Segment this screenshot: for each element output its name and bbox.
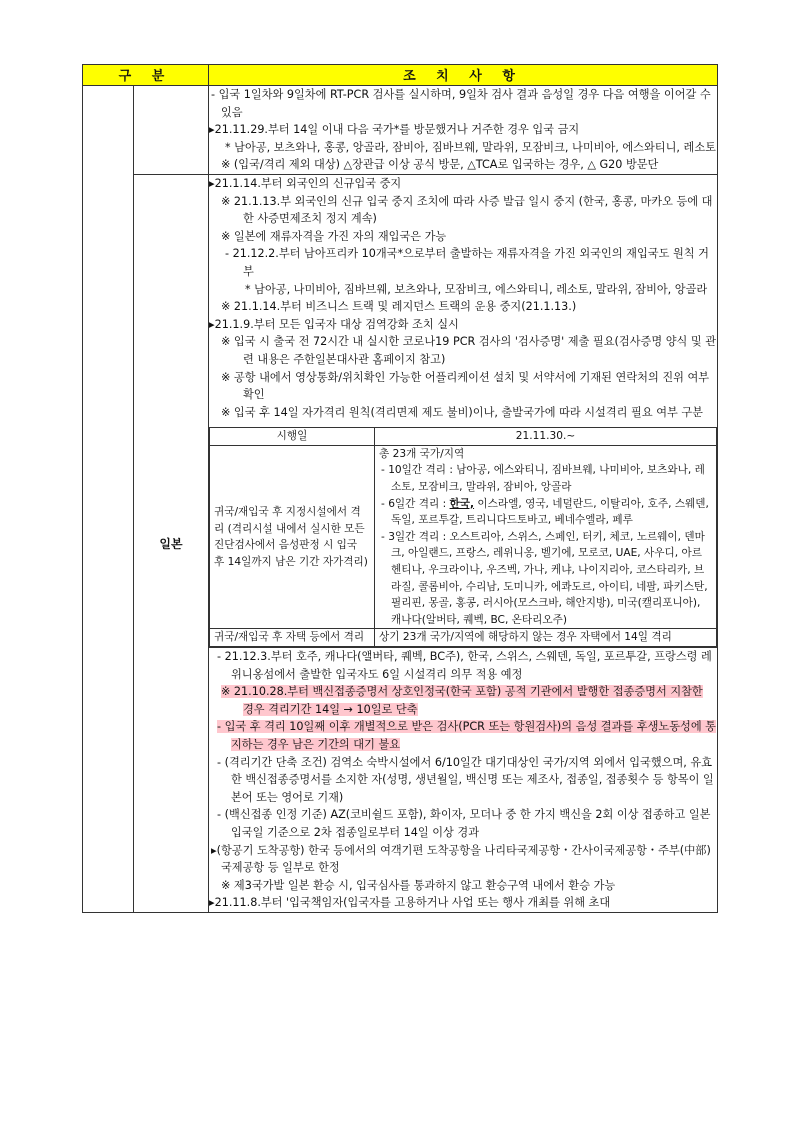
country-cell-top [134,86,209,175]
text-line: - 입국 1일차와 9일차에 RT-PCR 검사를 실시하며, 9일차 검사 결과 음성일 경우 다음 여행을 이어갈 수 있음 [211,88,711,119]
text-line: ▸(항공기 도착공항) 한국 등에서의 여객기편 도착공항을 나리타국제공항・간사이국제공항・주부(中部)국제공항 등 일부로 한정 [211,843,711,875]
text-line: ※ 입국 후 14일 자가격리 원칙(격리면제 제도 불비)이나, 출발국가에 따라 시설격리 필요 여부 구분 [221,405,703,419]
text-line: - 3일간 격리 : 오스트리아, 스위스, 스페인, 터키, 체코, 노르웨이, 덴마크, 아일랜드, 프랑스, 레위니옹, 벨기에, 모로코, UAE, 사우디, 아르헨티나, 우크라이나, 우즈벡, 가나, 케냐, 나이지리아, 코스타리카, 브라질, 콜롬비아, 수리남, 도미니카, 에콰도르, 아이티, 네팔, 파키스탄, 필리핀, 몽골, 홍콩, 러시아(모스크바, 해안지방), 미국(캘리포니아), 캐나다(알버타, 퀘벡, BC, 온타리오주) [381,530,708,626]
text-line: ※ 21.1.14.부터 비즈니스 트랙 및 레지던스 트랙의 운용 중지(21.1.13.) [221,300,577,314]
highlighted-text: - 입국 후 격리 10일째 이후 개별적으로 받은 검사(PCR 또는 항원검사)의 음성 결과를 후생노동성에 통지하는 경우 남은 기간의 대기 불요 [217,720,716,751]
table-row-japan [83,174,718,647]
text-line: - 10일간 격리 : 남아공, 에스와티니, 짐바브웨, 나미비아, 보츠와나, 레소토, 모잠비크, 말라위, 잠비아, 앙골라 [381,464,705,494]
text-line: ※ 입국 시 출국 전 72시간 내 실시한 코로나19 PCR 검사의 '검사증명' 제출 필요(검사증명 양식 및 관련 내용은 주한일본대사관 홈페이지 참고) [221,335,717,366]
header-category: 구 분 [83,65,209,86]
text-line: * 남아공, 나미비아, 짐바브웨, 보츠와나, 모잠비크, 에스와티니, 레소토, 말라위, 잠비아, 앙골라 [245,282,708,296]
text-line: 총 23개 국가/지역 [379,447,465,460]
after-block [209,648,718,913]
text-line: ※ 공항 내에서 영상통화/위치확인 가능한 어플리케이션 설치 및 서약서에 기재된 연락처의 진위 여부 확인 [221,370,710,402]
table-header [83,65,718,86]
text-line: - (백신접종 인정 기준) AZ(코비쉴드 포함), 화이자, 모더나 중 한 가지 백신을 2회 이상 접종하고 일본 입국일 기준으로 2차 접종일로부터 14일 이상 경과 [217,808,711,839]
text-line [379,496,712,529]
document-page [82,64,718,913]
text-line: ※ 일본에 재류자격을 가진 자의 재입국은 가능 [221,229,447,243]
facility-quarantine-details [375,445,717,629]
header-measures: 조 치 사 항 [209,65,718,86]
quarantine-row-home [210,629,717,647]
region-cell [83,86,134,913]
japan-block [209,174,718,647]
quarantine-table [209,427,717,647]
effective-date-value: 21.11.30.~ [375,428,717,446]
text-line [209,683,717,718]
table-row-top [83,86,718,175]
text-line: * 남아공, 보츠와나, 홍콩, 앙골라, 잠비아, 짐바브웨, 말라위, 모잠비크, 나미비아, 에스와티니, 레소토 [225,140,716,154]
text-line: ※ (입국/격리 제외 대상) △장관급 이상 공식 방문, △TCA로 입국하는 경우, △ G20 방문단 [221,158,659,172]
korea-highlight: 한국, [449,497,475,510]
text-line: - 21.12.2.부터 남아프리카 10개국*으로부터 출발하는 재류자격을 가진 외국인의 재입국도 원칙 거부 [225,247,709,278]
text-span: - 6일간 격리 : [381,497,450,510]
text-line: - (격리기간 단축 조건) 검역소 숙박시설에서 6/10일간 대기대상인 국가/지역 외에서 입국했으며, 유효한 백신접종증명서를 소지한 자(성명, 생년월일, 백신명 또는 제조사, 접종일, 접종횟수 등 항목이 일본어 또는 영어로 기재) [217,755,714,804]
text-line: ▸21.1.14.부터 외국인의 신규입국 중지 [209,176,402,190]
text-span: 이스라엘, 영국, 네덜란드, 이탈리아, 호주, 스웨덴, 독일, 포르투갈, 트리니다드토바고, 베네수엘라, 페루 [391,497,709,527]
text-line: ▸21.11.29.부터 14일 이내 다음 국가*를 방문했거나 거주한 경우 입국 금지 [209,123,580,137]
country-label: 일본 [134,174,209,912]
highlighted-text: ※ 21.10.28.부터 백신접종증명서 상호인정국(한국 포함) 공적 기관에서 발행한 접종증명서 지참한 경우 격리기간 14일 → 10일로 단축 [221,685,703,716]
text-line: ※ 제3국가발 일본 환승 시, 입국심사를 통과하지 않고 환승구역 내에서 환승 가능 [221,878,616,892]
home-quarantine-label: 귀국/재입국 후 자택 등에서 격리 [210,629,375,647]
effective-date-label: 시행일 [210,428,375,446]
measures-table [82,64,718,913]
top-block [209,86,718,175]
quarantine-row-facility [210,445,717,629]
text-line: - 21.12.3.부터 호주, 캐나다(앨버타, 퀘벡, BC주), 한국, 스위스, 스웨덴, 독일, 포르투갈, 프랑스령 레위니옹섬에서 출발한 입국자도 6일 시설격리 의무 적용 예정 [217,650,712,681]
text-line: ▸21.11.8.부터 '입국책임자(입국자를 고용하거나 사업 또는 행사 개최를 위해 초대 [209,896,611,910]
text-line: ▸21.1.9.부터 모든 입국자 대상 검역강화 조치 실시 [209,317,459,331]
quarantine-table-header [210,428,717,446]
text-line: ※ 21.1.13.부 외국인의 신규 입국 중지 조치에 따라 사증 발급 일시 중지 (한국, 홍콩, 마카오 등에 대한 사증면제조치 정지 계속) [221,194,713,226]
home-quarantine-details: 상기 23개 국가/지역에 해당하지 않는 경우 자택에서 14일 격리 [375,629,717,647]
text-line [209,718,717,753]
facility-quarantine-label: 귀국/재입국 후 지정시설에서 격리 (격리시설 내에서 실시한 모든 진단검사에서 음성판정 시 입국 후 14일까지 남은 기간 자가격리) [210,445,375,629]
